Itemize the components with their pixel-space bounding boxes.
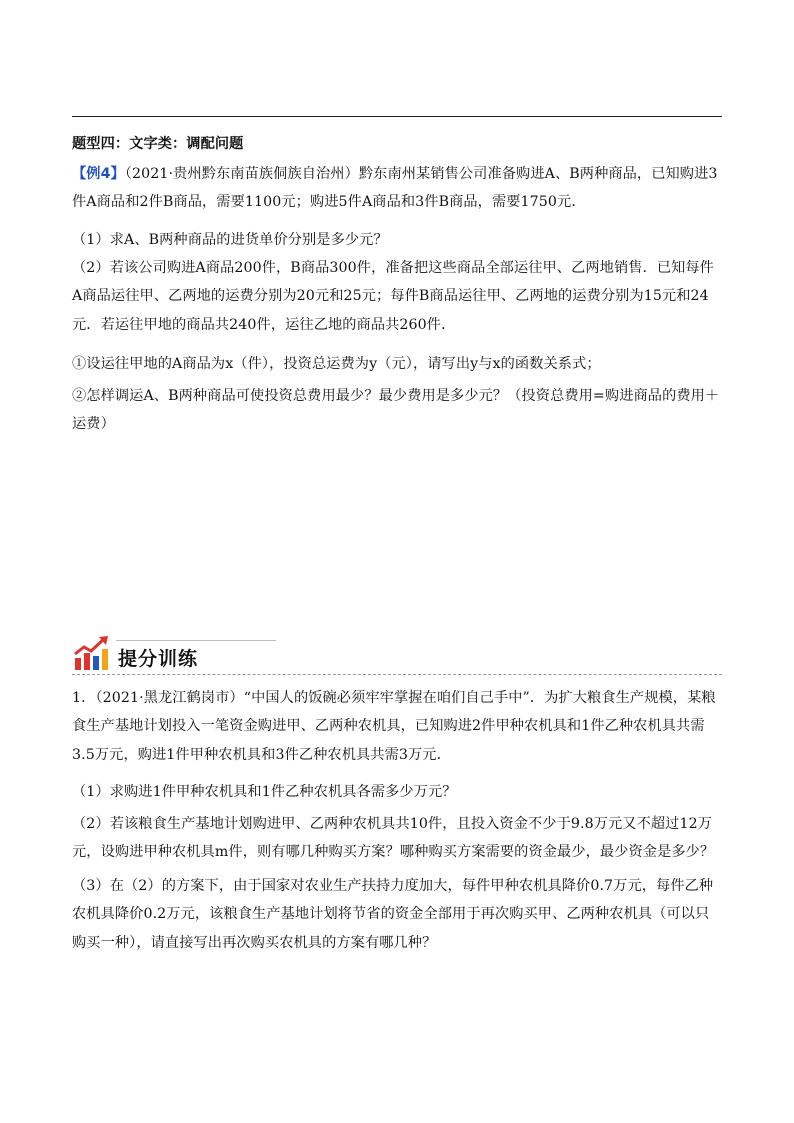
practice-1-question-2: （2）若该粮食生产基地计划购进甲、乙两种农机具共10件，且投入资金不少于9.8万元又不超过12万元，设购进甲种农机具m件，则有哪几种购买方案？哪种购买方案需要的资金最少，最少资金是多少？ [72,816,715,861]
example-question-1: （1）求A、B两种商品的进货单价分别是多少元？ [72,232,388,248]
practice-heading-text: 提分训练 [118,648,199,670]
bar-chart-growth-icon [72,634,110,672]
heading-top-line [116,640,276,641]
section-title: 题型四：文字类：调配问题 [72,136,244,152]
practice-1-intro: 1．（2021·黑龙江鹤岗市）“中国人的饭碗必须牢牢掌握在咱们自己手中”．为扩大粮食生产规模，某粮食生产基地计划投入一笔资金购进甲、乙两种农机具，已知购进2件甲种农机具和1件乙种农机具共需3.5万元，购进1件甲种农机具和3件乙种农机具共需3万元． [72,690,716,763]
example-question-2-part-1: ①设运往甲地的A商品为x（件），投资总运费为y（元），请写出y与x的函数关系式； [72,356,601,372]
practice-heading [72,632,732,676]
example-block [72,160,722,217]
example-question-2: （2）若该公司购进A商品200件，B商品300件，准备把这些商品全部运往甲、乙两地销售．已知每件A商品运往甲、乙两地的运费分别为20元和25元；每件B商品运往甲、乙两地的运费分别为15元和24元．若运往甲地的商品共240件，运往乙地的商品共260件． [72,260,714,333]
example-label: 【例4】 [72,166,125,182]
example-intro: （2021·贵州黔东南苗族侗族自治州）黔东南州某销售公司准备购进A、B两种商品，已知购进3件A商品和2件B商品，需要1100元；购进5件A商品和3件B商品，需要1750元． [72,166,718,211]
header-rule [72,116,722,117]
example-question-2-part-2: ②怎样调运A、B两种商品可使投资总费用最少？最少费用是多少元？（投资总费用=购进商品的费用＋运费） [72,388,720,433]
practice-1-question-1: （1）求购进1件甲种农机具和1件乙种农机具各需多少万元？ [72,784,457,800]
heading-bottom-rule [72,674,722,675]
practice-1-question-3: （3）在（2）的方案下，由于国家对农业生产扶持力度加大，每件甲种农机具降价0.7万元，每件乙种农机具降价0.2万元，该粮食生产基地计划将节省的资金全部用于再次购买甲、乙两种农机具（可以只购买一种），请直接写出再次购买农机具的方案有哪几种？ [72,878,714,951]
